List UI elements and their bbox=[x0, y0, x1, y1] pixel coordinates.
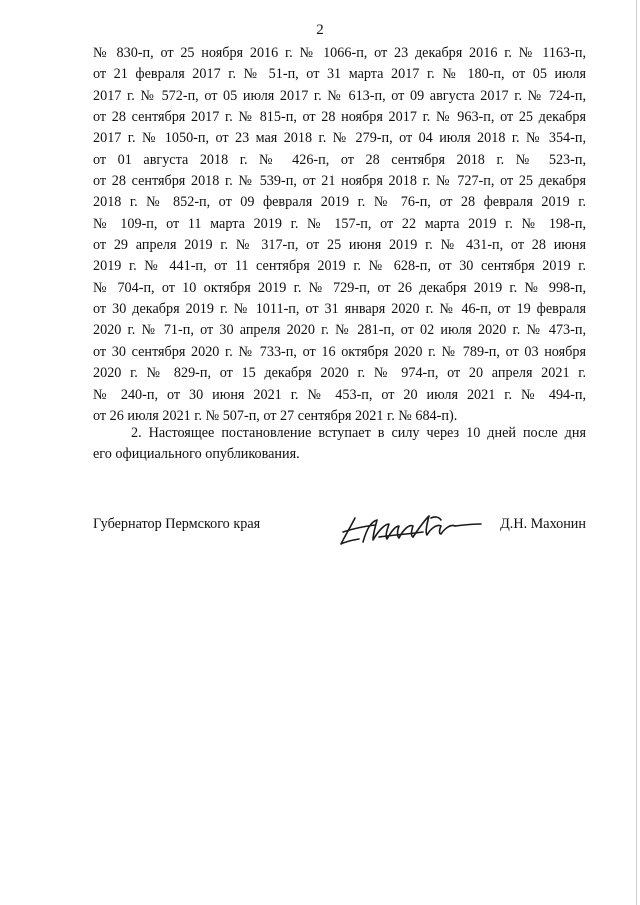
text-line: 2017 г. № 1050-п, от 23 мая 2018 г. № 279-п, от 04 июля 2018 г. № 354-п, bbox=[93, 130, 586, 147]
text-line: 2020 г. № 829-п, от 15 декабря 2020 г. № 974-п, от 20 апреля 2021 г. bbox=[93, 365, 586, 382]
text-line: от 30 сентября 2020 г. № 733-п, от 16 октября 2020 г. № 789-п, от 03 ноября bbox=[93, 343, 586, 360]
text-line: от 29 апреля 2019 г. № 317-п, от 25 июня 2019 г. № 431-п, от 28 июня bbox=[93, 237, 586, 254]
text-line: 2020 г. № 71-п, от 30 апреля 2020 г. № 281-п, от 02 июля 2020 г. № 473-п, bbox=[93, 322, 586, 339]
text-line: от 01 августа 2018 г. № 426-п, от 28 сентября 2018 г. № 523-п, bbox=[93, 151, 586, 168]
text-line: от 21 февраля 2017 г. № 51-п, от 31 марта 2017 г. № 180-п, от 05 июля bbox=[93, 66, 586, 83]
text-line: 2017 г. № 572-п, от 05 июля 2017 г. № 613-п, от 09 августа 2017 г. № 724-п, bbox=[93, 87, 586, 104]
text-line: от 28 сентября 2017 г. № 815-п, от 28 ноября 2017 г. № 963-п, от 25 декабря bbox=[93, 109, 586, 126]
signatory-position: Губернатор Пермского края bbox=[93, 516, 261, 532]
handwritten-signature bbox=[333, 508, 483, 552]
text-line: № 704-п, от 10 октября 2019 г. № 729-п, от 26 декабря 2019 г. № 998-п, bbox=[93, 279, 586, 296]
text-line: 2019 г. № 441-п, от 11 сентября 2019 г. № 628-п, от 30 сентября 2019 г. bbox=[93, 258, 586, 275]
text-line: его официального опубликования. bbox=[93, 446, 300, 463]
text-line: № 109-п, от 11 марта 2019 г. № 157-п, от 22 марта 2019 г. № 198-п, bbox=[93, 215, 586, 232]
page-number: 2 bbox=[316, 22, 324, 38]
signature-block bbox=[93, 508, 586, 552]
amendment-list-continuation bbox=[93, 43, 586, 427]
signatory-name: Д.Н. Махонин bbox=[500, 516, 586, 532]
text-line: № 830-п, от 25 ноября 2016 г. № 1066-п, от 23 декабря 2016 г. № 1163-п, bbox=[93, 45, 586, 61]
text-line: № 240-п, от 30 июня 2021 г. № 453-п, от 20 июля 2021 г. № 494-п, bbox=[93, 386, 586, 403]
text-line: от 30 декабря 2019 г. № 1011-п, от 31 января 2020 г. № 46-п, от 19 февраля bbox=[93, 301, 586, 318]
scan-edge-line bbox=[636, 0, 637, 905]
text-line: 2018 г. № 852-п, от 09 февраля 2019 г. № 76-п, от 28 февраля 2019 г. bbox=[93, 194, 586, 211]
text-line: от 26 июля 2021 г. № 507-п, от 27 сентября 2021 г. № 684-п). bbox=[93, 407, 458, 424]
text-line: 2. Настоящее постановление вступает в силу через 10 дней после дня bbox=[131, 425, 586, 441]
text-line: от 28 сентября 2018 г. № 539-п, от 21 ноября 2018 г. № 727-п, от 25 декабря bbox=[93, 173, 586, 190]
paragraph-2 bbox=[93, 423, 586, 466]
